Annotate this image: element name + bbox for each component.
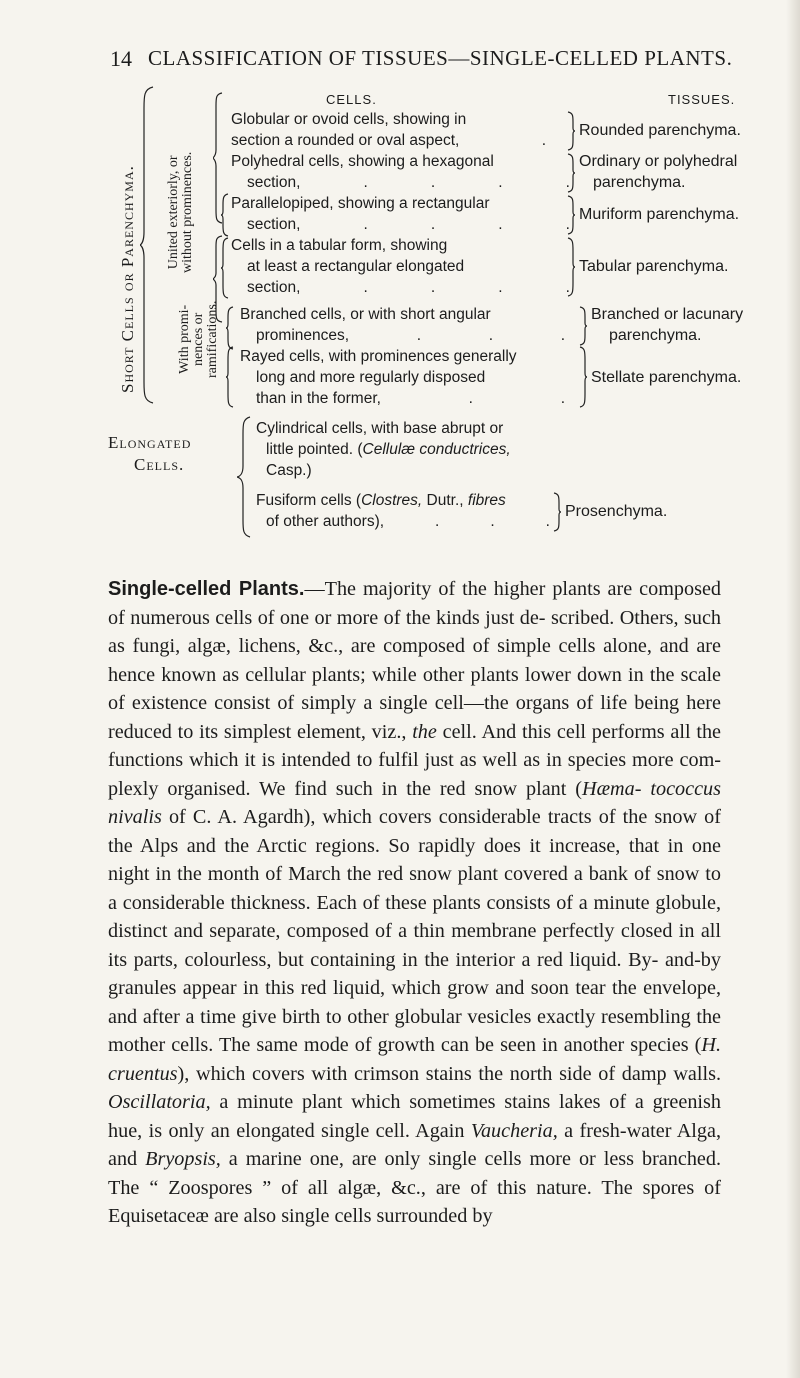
page-number: 14 (110, 46, 132, 71)
row2-right-brace (567, 153, 575, 193)
row5-right-brace (579, 306, 587, 346)
article-body (108, 575, 721, 1231)
row6-left-brace (226, 346, 234, 408)
column-heading-cells: CELLS. (326, 92, 377, 107)
column-heading-tissues: TISSUES. (668, 92, 736, 107)
subgroup-united-label: United exteriorly, or without prominences. (166, 151, 195, 273)
cells-row-branched: Branched cells, or with short angular prominences, . . . (240, 306, 565, 344)
tissue-muriform-parenchyma: Muriform parenchyma. (579, 206, 740, 223)
subgroup-prominences-label: With promi- nences or ramifications. (177, 300, 220, 378)
row6-right-brace (579, 346, 587, 408)
cells-row-globular: Globular or ovoid cells, showing in section a rounded or oval aspect, . (231, 111, 546, 149)
tissue-branched-parenchyma: Branched or lacunary parenchyma. (591, 306, 744, 344)
cells-row-parallelopiped: Parallelopiped, showing a rectangular section, . . . . (231, 195, 570, 233)
row4-right-brace (567, 237, 575, 297)
page-edge-shadow (786, 0, 800, 1378)
row5-left-brace (226, 306, 234, 350)
short-cells-parenchyma-label: Short Cells or Parenchyma. (118, 165, 137, 393)
row1-right-brace (567, 111, 575, 151)
row4-left-brace (221, 237, 229, 299)
cells-row-cylindrical: Cylindrical cells, with base abrupt or little pointed. (Cellulæ conductrices, Casp.) (256, 420, 511, 479)
section-heading-single-celled-plants: Single-celled Plants. (108, 578, 305, 600)
running-title: CLASSIFICATION OF TISSUES—SINGLE-CELLED PLANTS. (148, 46, 733, 70)
fusiform-right-brace (553, 492, 561, 532)
elongated-brace (237, 416, 251, 538)
outer-left-brace (140, 86, 154, 404)
row3-left-brace (221, 193, 229, 237)
cells-row-rayed: Rayed cells, with prominences generally long and more regularly disposed than in the former, . . (240, 348, 565, 407)
tissue-stellate-parenchyma: Stellate parenchyma. (591, 369, 742, 386)
tissue-prosenchyma: Prosenchyma. (565, 503, 668, 520)
paragraph-single-celled-plants: Single-celled Plants.—The majority of the higher plants are composed of numerous cells of one or more of the kinds just de- scribed. Others, such as fungi, algæ, lichens, &c., are composed of simple cells alone, and are hence known as cellular plants; while other plants lower down in the scale of existence consist of simply a single cell—the organs of life being here reduced to its simplest element, viz., the cell. And this cell performs all the functions which it is intended to fulfil just as well as in species more com- plexly organised. We find such in the red snow plant (Hæma- tococcus nivalis of C. A. Agardh), which covers considerable tracts of the snow of the Alps and the Arctic regions. So rapidly does it increase, that in one night in the month of March the red snow plant covered a bank of snow to a considerable thickness. Each of these plants consists of a minute globule, distinct and separate, composed of a thin membrane perfectly closed in all its parts, colourless, but containing in the interior a red liquid. By- and-by granules appear in this red liquid, which grow and soon tear the envelope, and after a time give birth to other globular vesicles exactly resembling the mother cells. The same mode of growth can be seen in another species (H. cruentus), which covers with crimson stains the north side of damp walls. Oscillatoria, a minute plant which sometimes stains lakes of a greenish hue, is only an elongated single cell. Again Vaucheria, a fresh-water Alga, and Bryopsis, a marine one, are only single cells more or less branched. The “ Zoospores ” of all algæ, &c., are of this nature. The spores of Equisetaceæ are also single cells surrounded by (108, 578, 722, 1227)
tissue-rounded-parenchyma: Rounded parenchyma. (579, 122, 741, 139)
cells-row-polyhedral: Polyhedral cells, showing a hexagonal section, . . . . (231, 153, 570, 191)
cells-row-fusiform: Fusiform cells (Clostres, Dutr., fibres of other authors), . . . (256, 492, 550, 530)
tissue-tabular-parenchyma: Tabular parenchyma. (579, 258, 729, 275)
tissue-ordinary-parenchyma: Ordinary or polyhedral parenchyma. (579, 153, 738, 191)
cells-row-tabular: Cells in a tabular form, showing at least a rectangular elongated section, . . . . (231, 237, 570, 296)
row3-right-brace (567, 195, 575, 235)
elongated-cells-label: Elongated Cells. (108, 433, 192, 474)
